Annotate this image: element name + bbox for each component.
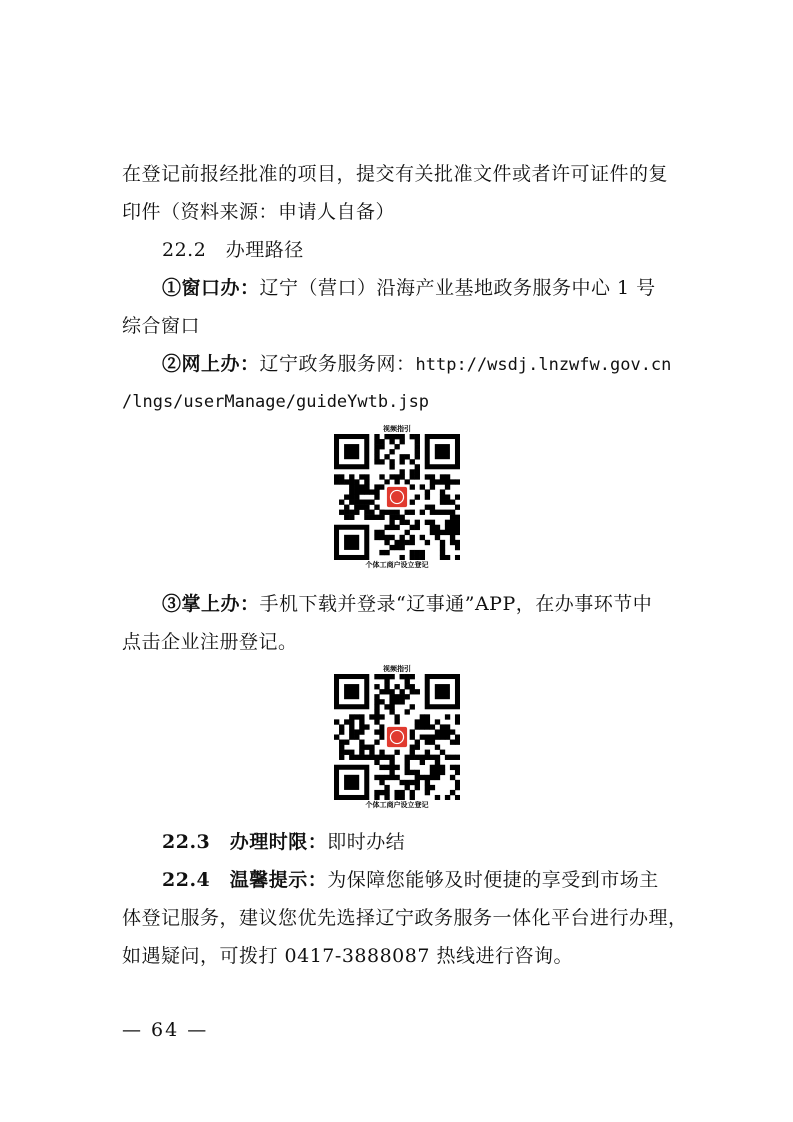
channel-online-url-part2[interactable]: /lngs/userManage/guideYwtb.jsp	[122, 392, 430, 412]
qr-code-icon	[334, 674, 460, 800]
channel-online-url-part1[interactable]: http://wsdj.lnzwfw.gov.cn	[415, 355, 672, 375]
section-22-3-label: 22.3 办理时限：	[162, 831, 328, 853]
qr-code-1	[334, 434, 460, 560]
channel-mobile-cont: 点击企业注册登记。	[122, 631, 298, 653]
section-22-4-line	[162, 868, 722, 892]
channel-mobile-line	[162, 592, 722, 616]
qr-code-icon	[334, 434, 460, 560]
section-heading-22-2: 22.2 办理路径	[162, 239, 304, 261]
channel-online-line	[162, 352, 722, 377]
paragraph-line-1: 在登记前报经批准的项目，提交有关批准文件或者许可证件的复	[122, 163, 669, 185]
qr-code-block-2	[328, 664, 466, 810]
channel-window-label: ①窗口办：	[162, 277, 260, 299]
channel-window-line	[162, 276, 722, 300]
section-22-4-line-2: 体登记服务，建议您优先选择辽宁政务服务一体化平台进行办理，	[122, 907, 688, 929]
channel-window-cont: 综合窗口	[122, 315, 201, 337]
channel-mobile-label: ③掌上办：	[162, 593, 260, 615]
qr-bottom-caption: 个体工商户设立登记	[365, 561, 429, 569]
channel-window-text: 辽宁（营口）沿海产业基地政务服务中心 1 号	[259, 277, 656, 299]
qr-code-block-1	[328, 424, 466, 570]
channel-online-label: ②网上办：	[162, 353, 260, 375]
qr-top-caption: 视频指引	[383, 665, 411, 673]
section-22-4-text: 为保障您能够及时便捷的享受到市场主	[327, 869, 659, 891]
section-22-4-line-3: 如遇疑问，可拨打 0417-3888087 热线进行咨询。	[122, 945, 573, 967]
qr-top-caption: 视频指引	[383, 425, 411, 433]
section-22-3-line	[162, 830, 722, 854]
page-number: — 64 —	[122, 1019, 209, 1041]
channel-mobile-text: 手机下载并登录“辽事通”APP，在办事环节中	[259, 593, 653, 615]
channel-online-text: 辽宁政务服务网：	[259, 353, 416, 375]
section-22-3-text: 即时办结	[327, 831, 406, 853]
section-22-4-label: 22.4 温馨提示：	[162, 869, 328, 891]
qr-bottom-caption: 个体工商户设立登记	[365, 801, 429, 809]
paragraph-line-2: 印件（资料来源：申请人自备）	[122, 201, 396, 223]
qr-code-2	[334, 674, 460, 800]
